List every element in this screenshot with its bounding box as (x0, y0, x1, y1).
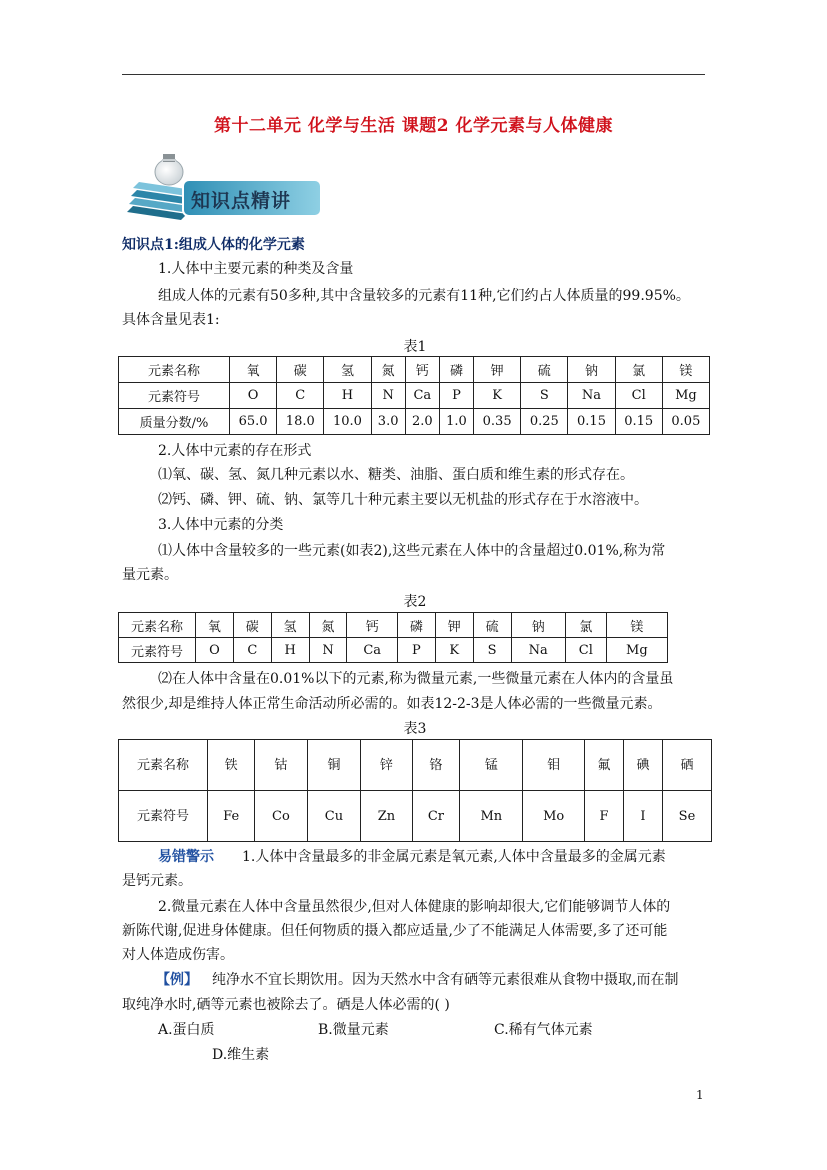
table-cell: 铜 (307, 740, 361, 791)
table-cell: K (435, 638, 473, 663)
table-cell: Mg (606, 638, 667, 663)
table-row (119, 638, 668, 663)
table-cell: 氮 (309, 613, 347, 638)
option-c: C.稀有气体元素 (494, 1022, 593, 1038)
table-cell: 元素名称 (119, 613, 196, 638)
paragraph-4a: ⑵在人体中含量在0.01%以下的元素,称为微量元素,一些微量元素在人体内的含量虽 (158, 671, 674, 687)
paragraph-1b: 具体含量见表1: (122, 312, 220, 328)
table-cell: I (623, 791, 662, 842)
table-cell: 氟 (584, 740, 623, 791)
option-d: D.维生素 (212, 1047, 270, 1063)
table-cell: 元素符号 (119, 638, 196, 663)
option-b: B.微量元素 (318, 1022, 389, 1038)
warning-label: 易错警示 (158, 849, 214, 865)
table-row (119, 409, 710, 435)
table-cell: 锰 (460, 740, 523, 791)
table-cell: S (521, 383, 568, 409)
table1 (118, 356, 710, 435)
paragraph-4b: 然很少,却是维持人体正常生命活动所必需的。如表12-2-3是人体必需的一些微量元素。 (122, 696, 662, 712)
table-cell: 钾 (435, 613, 473, 638)
header-rule (122, 74, 705, 75)
warning-text-2b: 新陈代谢,促进身体健康。但任何物质的摄入都应适量,少了不能满足人体需要,多了还可能 (122, 923, 668, 939)
section-heading: 知识点1:组成人体的化学元素 (122, 237, 305, 253)
table-cell: 元素名称 (119, 740, 208, 791)
table-cell: 钼 (523, 740, 585, 791)
table-row (119, 383, 710, 409)
table3 (118, 739, 712, 842)
paragraph-2b: ⑵钙、磷、钾、硫、钠、氯等几十种元素主要以无机盐的形式存在于水溶液中。 (158, 492, 648, 508)
table2 (118, 612, 668, 663)
warning-line-1 (158, 846, 666, 868)
table-cell: Cl (615, 383, 662, 409)
table-cell: 碳 (233, 613, 271, 638)
table-cell: 钠 (568, 357, 615, 383)
table-cell: Mg (662, 383, 709, 409)
table-cell: 65.0 (230, 409, 277, 435)
table-cell: 18.0 (277, 409, 324, 435)
table-cell: 镁 (662, 357, 709, 383)
table-cell: 碳 (277, 357, 324, 383)
table-cell: P (439, 383, 473, 409)
table-row (119, 791, 712, 842)
table-cell: Cl (565, 638, 606, 663)
table-cell: Co (255, 791, 307, 842)
table-cell: Mn (460, 791, 523, 842)
table-cell: 铁 (208, 740, 255, 791)
table-cell: 2.0 (405, 409, 439, 435)
banner-label: 知识点精讲 (191, 190, 292, 212)
section-banner (125, 150, 325, 225)
table-cell: 氯 (565, 613, 606, 638)
example-question-2: 取纯净水时,硒等元素也被除去了。硒是人体必需的( ) (122, 997, 450, 1013)
table3-caption: 表3 (403, 721, 427, 737)
table-cell: P (397, 638, 435, 663)
paragraph-3b: 量元素。 (122, 567, 178, 583)
table-cell: 钙 (405, 357, 439, 383)
table-row (119, 613, 668, 638)
table-cell: N (371, 383, 405, 409)
table-cell: 磷 (397, 613, 435, 638)
table-cell: 氧 (230, 357, 277, 383)
table-cell: 钾 (474, 357, 521, 383)
table-cell: 氯 (615, 357, 662, 383)
table1-caption: 表1 (403, 339, 427, 355)
table-cell: 硫 (473, 613, 511, 638)
table-cell: Na (511, 638, 565, 663)
table-cell: 10.0 (324, 409, 371, 435)
subheading-1: 1.人体中主要元素的种类及含量 (158, 261, 354, 277)
table-cell: H (271, 638, 309, 663)
subheading-3: 3.人体中元素的分类 (158, 517, 284, 533)
table-cell: 0.15 (615, 409, 662, 435)
table-cell: 0.05 (662, 409, 709, 435)
example-line-1 (156, 969, 678, 991)
table-cell: 氧 (196, 613, 234, 638)
table-cell: 碘 (623, 740, 662, 791)
table-cell: 0.15 (568, 409, 615, 435)
table-row (119, 740, 712, 791)
table-cell: 硫 (521, 357, 568, 383)
table-cell: Fe (208, 791, 255, 842)
table-cell: S (473, 638, 511, 663)
table-cell: Cr (412, 791, 460, 842)
warning-text-1b: 是钙元素。 (122, 873, 192, 889)
option-a: A.蛋白质 (158, 1022, 215, 1038)
warning-text-2c: 对人体造成伤害。 (122, 947, 234, 963)
table-cell: 锌 (361, 740, 412, 791)
table-cell: 氮 (371, 357, 405, 383)
paragraph-3a: ⑴人体中含量较多的一些元素(如表2),这些元素在人体中的含量超过0.01%,称为常 (158, 543, 666, 559)
table-cell: Mo (523, 791, 585, 842)
warning-text-2a: 2.微量元素在人体中含量虽然很少,但对人体健康的影响却很大,它们能够调节人体的 (158, 899, 671, 915)
table-cell: 元素名称 (119, 357, 230, 383)
table-cell: K (474, 383, 521, 409)
table-cell: 钙 (347, 613, 398, 638)
table-cell: 质量分数/% (119, 409, 230, 435)
table-cell: 镁 (606, 613, 667, 638)
table-cell: 钠 (511, 613, 565, 638)
table-cell: H (324, 383, 371, 409)
table-cell: Se (662, 791, 711, 842)
table-cell: Ca (347, 638, 398, 663)
table-cell: Na (568, 383, 615, 409)
warning-text-1a: 1.人体中含量最多的非金属元素是氧元素,人体中含量最多的金属元素 (242, 849, 666, 865)
table-cell: O (196, 638, 234, 663)
example-label: 【例】 (156, 972, 198, 988)
table-cell: 元素符号 (119, 791, 208, 842)
table-cell: N (309, 638, 347, 663)
table-cell: 0.35 (474, 409, 521, 435)
table-cell: Cu (307, 791, 361, 842)
page-title: 第十二单元 化学与生活 课题2 化学元素与人体健康 (213, 116, 614, 136)
table-cell: F (584, 791, 623, 842)
paragraph-1a: 组成人体的元素有50多种,其中含量较多的元素有11种,它们约占人体质量的99.95%。 (158, 288, 690, 304)
subheading-2: 2.人体中元素的存在形式 (158, 443, 312, 459)
table-cell: 磷 (439, 357, 473, 383)
table-cell: C (277, 383, 324, 409)
table-row (119, 357, 710, 383)
table-cell: C (233, 638, 271, 663)
table-cell: 钴 (255, 740, 307, 791)
paragraph-2a: ⑴氧、碳、氢、氮几种元素以水、糖类、油脂、蛋白质和维生素的形式存在。 (158, 467, 634, 483)
table-cell: Ca (405, 383, 439, 409)
example-question-1: 纯净水不宜长期饮用。因为天然水中含有硒等元素很难从食物中摄取,而在制 (212, 972, 679, 988)
table-cell: Zn (361, 791, 412, 842)
table-cell: 铬 (412, 740, 460, 791)
table-cell: O (230, 383, 277, 409)
table-cell: 硒 (662, 740, 711, 791)
table-cell: 1.0 (439, 409, 473, 435)
table-cell: 氢 (271, 613, 309, 638)
table2-caption: 表2 (403, 594, 427, 610)
table-cell: 3.0 (371, 409, 405, 435)
table-cell: 元素符号 (119, 383, 230, 409)
table-cell: 0.25 (521, 409, 568, 435)
page-number: 1 (696, 1088, 704, 1102)
table-cell: 氢 (324, 357, 371, 383)
